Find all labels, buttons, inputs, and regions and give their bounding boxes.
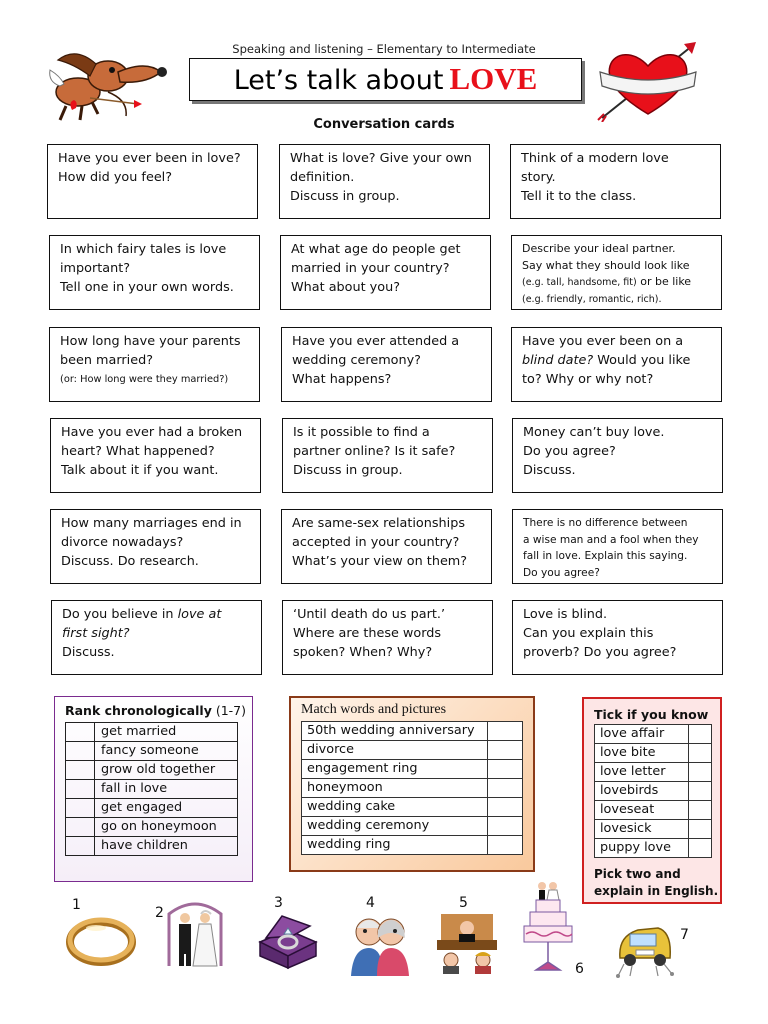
match-item: wedding cake — [302, 798, 488, 817]
card-text: Are same-sex relationships — [292, 516, 465, 531]
card-text: Do you agree? — [523, 443, 616, 459]
card-text: heart? What happened? — [61, 443, 215, 459]
tick-checkbox[interactable] — [689, 820, 712, 839]
card-text: accepted in your country? — [292, 534, 460, 550]
picture-number: 6 — [575, 961, 584, 977]
card-text-small: (e.g. tall, handsome, fit) — [522, 277, 637, 289]
table-row — [302, 741, 523, 760]
card-text: or be like — [640, 275, 692, 289]
tick-checkbox[interactable] — [689, 801, 712, 820]
card-text-small: (e.g. friendly, romantic, rich). — [522, 293, 662, 305]
card-text: Discuss. — [62, 644, 115, 660]
rank-title — [65, 703, 246, 718]
card-text-italic: blind date? — [522, 352, 594, 368]
tick-item: love affair — [595, 725, 689, 744]
table-row — [595, 744, 712, 763]
conversation-card — [47, 144, 258, 219]
card-text: Discuss in group. — [293, 462, 403, 478]
rank-title-range: (1-7) — [215, 703, 246, 718]
rank-item: fall in love — [95, 780, 238, 799]
picture-number: 1 — [72, 897, 81, 913]
rank-input-cell[interactable] — [66, 742, 95, 761]
card-text: Can you explain this — [523, 625, 654, 641]
rank-table — [65, 722, 238, 856]
tick-item: love letter — [595, 763, 689, 782]
match-input-cell[interactable] — [488, 741, 523, 760]
match-title: Match words and pictures — [301, 702, 447, 717]
wedding-cake-icon — [522, 878, 574, 972]
card-text: story. — [521, 169, 556, 185]
table-row — [302, 722, 523, 741]
wedding-ring-icon — [66, 915, 136, 967]
rank-input-cell[interactable] — [66, 761, 95, 780]
conversation-card — [280, 235, 491, 310]
match-input-cell[interactable] — [488, 760, 523, 779]
tick-note — [594, 866, 718, 900]
rank-exercise — [54, 696, 253, 882]
page-title: Let’s talk about — [233, 65, 444, 96]
card-text: Where are these words — [293, 625, 442, 641]
rank-input-cell[interactable] — [66, 799, 95, 818]
match-item: engagement ring — [302, 760, 488, 779]
divorce-court-icon — [437, 910, 497, 974]
rank-item: go on honeymoon — [95, 818, 238, 837]
tick-checkbox[interactable] — [689, 839, 712, 858]
card-text-italic: love at — [177, 607, 222, 622]
table-row — [302, 798, 523, 817]
conversation-card — [49, 235, 260, 310]
card-text: Have you ever attended a — [292, 334, 460, 349]
match-input-cell[interactable] — [488, 722, 523, 741]
card-text: Do you agree? — [523, 566, 600, 579]
table-row — [302, 779, 523, 798]
conversation-card — [511, 235, 722, 310]
card-text: definition. — [290, 169, 355, 185]
card-text: Love is blind. — [523, 607, 608, 622]
tick-item: lovesick — [595, 820, 689, 839]
match-input-cell[interactable] — [488, 779, 523, 798]
card-text: spoken? When? Why? — [293, 644, 433, 660]
rank-item: have children — [95, 837, 238, 856]
card-text: Tell one in your own words. — [60, 279, 234, 295]
rank-input-cell[interactable] — [66, 780, 95, 799]
page-title-accent: LOVE — [449, 61, 538, 96]
card-text: Have you ever been on a — [522, 334, 684, 349]
card-text: Say what they should look like — [522, 258, 690, 272]
table-row — [595, 725, 712, 744]
table-row — [66, 799, 238, 818]
match-item: honeymoon — [302, 779, 488, 798]
card-text: Discuss. — [523, 462, 576, 478]
table-row — [595, 763, 712, 782]
card-text: married in your country? — [291, 260, 450, 276]
rank-item: get married — [95, 723, 238, 742]
rank-title-text: Rank chronologically — [65, 703, 212, 718]
wedding-ceremony-icon — [163, 900, 227, 968]
card-text-italic: first sight? — [62, 625, 130, 641]
tick-note-line: explain in English. — [594, 884, 719, 898]
card-text: partner online? Is it safe? — [293, 443, 456, 459]
conversation-card — [510, 144, 721, 219]
card-text: Tell it to the class. — [521, 188, 637, 204]
tick-note-line: Pick two and — [594, 867, 681, 881]
card-text: Is it possible to find a — [293, 425, 430, 440]
card-text: What’s your view on them? — [292, 553, 468, 569]
table-row — [595, 801, 712, 820]
card-text: divorce nowadays? — [61, 534, 184, 550]
table-row — [66, 780, 238, 799]
card-text: Think of a modern love — [521, 151, 669, 166]
rank-item: fancy someone — [95, 742, 238, 761]
table-row — [595, 820, 712, 839]
match-exercise — [289, 696, 535, 872]
tick-item: puppy love — [595, 839, 689, 858]
conversation-card — [282, 418, 493, 493]
rank-item: get engaged — [95, 799, 238, 818]
card-text: proverb? Do you agree? — [523, 644, 677, 660]
card-text: ‘Until death do us part.’ — [293, 607, 446, 622]
card-text: Discuss. Do research. — [61, 553, 199, 569]
card-text: important? — [60, 260, 131, 276]
honeymoon-car-icon — [612, 918, 676, 978]
conversation-card — [511, 327, 722, 402]
tick-item: love bite — [595, 744, 689, 763]
card-text: a wise man and a fool when they — [523, 533, 699, 546]
card-text: What is love? Give your own — [290, 151, 472, 166]
card-text: Talk about it if you want. — [61, 462, 219, 478]
title-box — [189, 58, 582, 101]
table-row — [595, 839, 712, 858]
engagement-ring-icon — [252, 912, 322, 970]
tick-title: Tick if you know — [594, 707, 709, 722]
table-row — [302, 760, 523, 779]
match-item: 50th wedding anniversary — [302, 722, 488, 741]
elderly-couple-icon — [345, 908, 415, 976]
conversation-card — [281, 509, 492, 584]
picture-number: 2 — [155, 905, 164, 921]
tick-checkbox[interactable] — [689, 763, 712, 782]
match-input-cell[interactable] — [488, 817, 523, 836]
tick-table — [594, 724, 712, 858]
picture-number: 4 — [366, 895, 375, 911]
match-input-cell[interactable] — [488, 798, 523, 817]
rank-item: grow old together — [95, 761, 238, 780]
match-input-cell[interactable] — [488, 836, 523, 855]
table-row — [66, 761, 238, 780]
match-item: wedding ceremony — [302, 817, 488, 836]
card-text: In which fairy tales is love — [60, 242, 227, 257]
table-row — [595, 782, 712, 801]
section-label: Conversation cards — [313, 117, 455, 132]
card-text: What about you? — [291, 279, 400, 295]
card-text: Do you believe in — [62, 607, 174, 622]
card-text: There is no difference between — [523, 517, 688, 529]
card-text: Discuss in group. — [290, 188, 400, 204]
card-text: Describe your ideal partner. — [522, 242, 676, 255]
card-text: fall in love. Explain this saying. — [523, 550, 688, 563]
table-row — [66, 742, 238, 761]
conversation-card — [50, 509, 261, 584]
card-text-small: (or: How long were they married?) — [60, 373, 229, 385]
match-item: wedding ring — [302, 836, 488, 855]
card-text: wedding ceremony? — [292, 352, 421, 368]
conversation-card — [512, 600, 723, 675]
card-text: How did you feel? — [58, 169, 173, 185]
card-text: Would you like — [597, 352, 691, 368]
table-row — [66, 837, 238, 856]
tick-checkbox[interactable] — [689, 744, 712, 763]
rank-input-cell[interactable] — [66, 818, 95, 837]
card-text: How many marriages end in — [61, 516, 242, 531]
conversation-card — [512, 418, 723, 493]
picture-number: 3 — [274, 895, 283, 911]
conversation-card — [281, 327, 492, 402]
match-item: divorce — [302, 741, 488, 760]
table-row — [302, 836, 523, 855]
conversation-card — [282, 600, 493, 675]
rank-input-cell[interactable] — [66, 723, 95, 742]
card-text: Have you ever had a broken — [61, 425, 243, 440]
conversation-card — [279, 144, 490, 219]
tick-checkbox[interactable] — [689, 725, 712, 744]
rank-input-cell[interactable] — [66, 837, 95, 856]
card-text: At what age do people get — [291, 242, 461, 257]
card-text: been married? — [60, 352, 153, 368]
conversation-card — [50, 418, 261, 493]
page-subtitle: Speaking and listening – Elementary to Intermediate — [232, 42, 536, 56]
tick-item: loveseat — [595, 801, 689, 820]
card-text: What happens? — [292, 371, 392, 387]
card-text: Money can’t buy love. — [523, 425, 665, 440]
picture-number: 5 — [459, 895, 468, 911]
table-row — [66, 723, 238, 742]
card-text: How long have your parents — [60, 334, 241, 349]
table-row — [302, 817, 523, 836]
tick-checkbox[interactable] — [689, 782, 712, 801]
tick-item: lovebirds — [595, 782, 689, 801]
tick-exercise — [582, 697, 722, 904]
conversation-card — [49, 327, 260, 402]
table-row — [66, 818, 238, 837]
match-table — [301, 721, 523, 855]
picture-number: 7 — [680, 927, 689, 943]
conversation-card — [512, 509, 723, 584]
card-text: Have you ever been in love? — [58, 151, 241, 166]
conversation-card — [51, 600, 262, 675]
card-text: to? Why or why not? — [522, 371, 654, 387]
